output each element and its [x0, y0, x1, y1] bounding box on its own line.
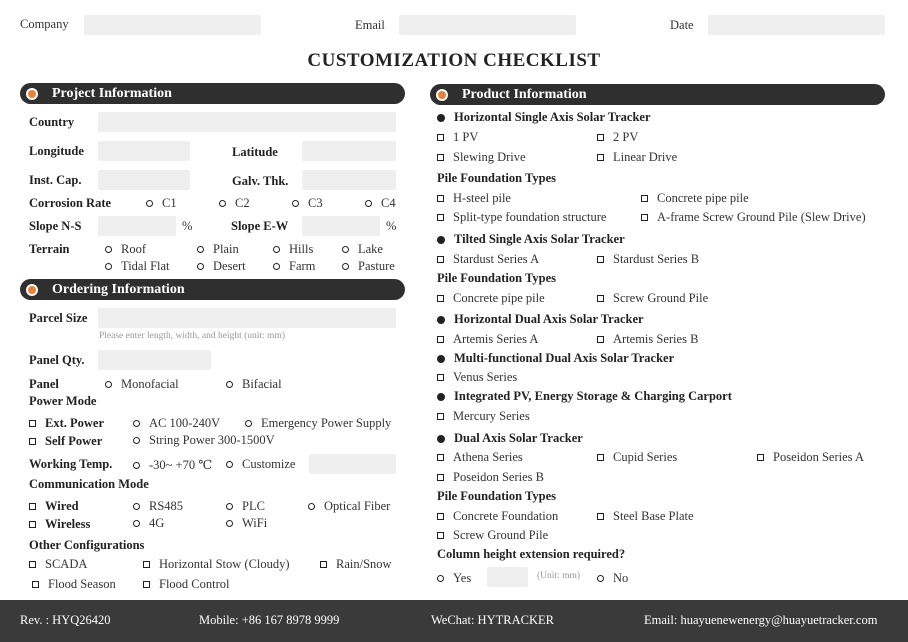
other-config-label: Other Configurations	[29, 538, 145, 552]
footer-mobile: Mobile: +86 167 8978 9999	[199, 613, 340, 627]
footer-email: Email: huayuenewenergy@huayuetracker.com	[644, 613, 878, 627]
bullet-icon	[437, 316, 445, 324]
radio-icon	[197, 263, 204, 270]
radio-icon	[105, 381, 112, 388]
product-info-heading: Product Information	[462, 86, 587, 102]
venus-checkbox[interactable]: Venus Series	[437, 370, 517, 385]
orange-dot-icon	[26, 88, 38, 100]
carport-heading: Integrated PV, Energy Storage & Charging Carport	[437, 389, 732, 404]
radio-icon	[146, 200, 153, 207]
pile-types-heading: Pile Foundation Types	[437, 171, 557, 185]
rs485-option[interactable]: RS485	[133, 499, 183, 514]
panel-qty-label: Panel Qty.	[29, 353, 85, 367]
radio-icon	[245, 420, 252, 427]
radio-icon	[133, 520, 140, 527]
corrosion-option-c3[interactable]: C3	[292, 196, 323, 211]
2pv-checkbox[interactable]: 2 PV	[597, 130, 638, 145]
checkbox-icon	[641, 214, 648, 221]
footer	[0, 600, 908, 642]
checkbox-icon	[597, 295, 604, 302]
radio-icon	[105, 246, 112, 253]
checkbox-icon	[29, 420, 36, 427]
checkbox-icon	[597, 454, 604, 461]
corrosion-rate-label: Corrosion Rate	[29, 196, 112, 210]
terrain-option-hills[interactable]: Hills	[273, 242, 313, 257]
working-temp-label: Working Temp.	[29, 457, 113, 471]
checkbox-icon	[437, 134, 444, 141]
optical-fiber-option[interactable]: Optical Fiber	[308, 499, 390, 514]
terrain-option-pasture[interactable]: Pasture	[342, 259, 395, 274]
checkbox-icon	[320, 561, 327, 568]
footer-wechat: WeChat: HYTRACKER	[431, 613, 554, 627]
terrain-option-farm[interactable]: Farm	[273, 259, 315, 274]
parcel-size-field[interactable]	[98, 308, 396, 328]
steel-base-plate-checkbox[interactable]: Steel Base Plate	[597, 509, 694, 524]
percent-label: %	[182, 219, 193, 233]
radio-icon	[226, 503, 233, 510]
radio-icon	[342, 263, 349, 270]
radio-icon	[133, 503, 140, 510]
mercury-checkbox[interactable]: Mercury Series	[437, 409, 530, 424]
terrain-option-desert[interactable]: Desert	[197, 259, 246, 274]
cupid-checkbox[interactable]: Cupid Series	[597, 450, 677, 465]
corrosion-option-c1[interactable]: C1	[146, 196, 177, 211]
panel-label: Panel	[29, 377, 59, 391]
slope-ns-label: Slope N-S	[29, 219, 82, 233]
country-field[interactable]	[98, 112, 396, 132]
checkbox-icon	[437, 195, 444, 202]
ext-power-checkbox[interactable]: Ext. Power	[29, 416, 104, 431]
terrain-option-tidal-flat[interactable]: Tidal Flat	[105, 259, 170, 274]
hsat-heading: Horizontal Single Axis Solar Tracker	[437, 110, 651, 125]
page-title: CUSTOMIZATION CHECKLIST	[307, 50, 601, 71]
footer-rev: Rev. : HYQ26420	[20, 613, 111, 627]
checkbox-icon	[437, 336, 444, 343]
checkbox-icon	[597, 154, 604, 161]
flood-season-checkbox[interactable]: Flood Season	[32, 577, 116, 592]
checkbox-icon	[143, 581, 150, 588]
terrain-option-lake[interactable]: Lake	[342, 242, 383, 257]
linear-drive-checkbox[interactable]: Linear Drive	[597, 150, 677, 165]
unit-hint: (Unit: mm)	[537, 571, 581, 581]
hdat-heading: Horizontal Dual Axis Solar Tracker	[437, 312, 644, 327]
emergency-option[interactable]: Emergency Power Supply	[245, 416, 391, 431]
ordering-info-header	[20, 279, 405, 300]
checkbox-icon	[437, 374, 444, 381]
bullet-icon	[437, 236, 445, 244]
parcel-hint: Please enter length, width, and height (unit: mm)	[99, 331, 286, 341]
checkbox-icon	[437, 154, 444, 161]
checkbox-icon	[437, 454, 444, 461]
radio-icon	[226, 461, 233, 468]
mdat-heading: Multi-functional Dual Axis Solar Tracker	[437, 351, 674, 366]
inst-cap-label: Inst. Cap.	[29, 173, 82, 187]
power-mode-label: Power Mode	[29, 394, 97, 408]
checkbox-icon	[32, 581, 39, 588]
orange-dot-icon	[436, 89, 448, 101]
percent-label: %	[386, 219, 397, 233]
checkbox-icon	[437, 295, 444, 302]
panel-option-bifacial[interactable]: Bifacial	[226, 377, 282, 392]
terrain-option-plain[interactable]: Plain	[197, 242, 239, 257]
comm-mode-label: Communication Mode	[29, 477, 149, 491]
concrete-pipe-pile-checkbox[interactable]: Concrete pipe pile	[641, 191, 749, 206]
pile-types-heading: Pile Foundation Types	[437, 489, 557, 503]
bullet-icon	[437, 435, 445, 443]
corrosion-option-c2[interactable]: C2	[219, 196, 250, 211]
poseidon-b-checkbox[interactable]: Poseidon Series B	[437, 470, 544, 485]
column-yes-option[interactable]: Yes	[437, 571, 471, 586]
slope-ew-field[interactable]	[302, 216, 380, 236]
flood-control-checkbox[interactable]: Flood Control	[143, 577, 230, 592]
radio-icon	[133, 462, 140, 469]
ordering-info-heading: Ordering Information	[52, 281, 185, 297]
checkbox-icon	[757, 454, 764, 461]
slope-ew-label: Slope E-W	[231, 219, 289, 233]
plc-option[interactable]: PLC	[226, 499, 265, 514]
athena-checkbox[interactable]: Athena Series	[437, 450, 523, 465]
checkbox-icon	[597, 256, 604, 263]
slope-ns-field[interactable]	[98, 216, 176, 236]
screw-ground-pile-checkbox[interactable]: Screw Ground Pile	[437, 528, 548, 543]
checkbox-icon	[29, 503, 36, 510]
artemis-b-checkbox[interactable]: Artemis Series B	[597, 332, 698, 347]
checkbox-icon	[437, 474, 444, 481]
email-label: Email	[355, 18, 385, 32]
checkbox-icon	[641, 195, 648, 202]
horizontal-stow-checkbox[interactable]: Horizontal Stow (Cloudy)	[143, 557, 290, 572]
a-frame-checkbox[interactable]: A-frame Screw Ground Pile (Slew Drive)	[641, 210, 866, 225]
checkbox-icon	[437, 413, 444, 420]
country-label: Country	[29, 115, 75, 129]
latitude-label: Latitude	[232, 145, 278, 159]
customize-option[interactable]: Customize	[226, 457, 295, 472]
h-steel-pile-checkbox[interactable]: H-steel pile	[437, 191, 511, 206]
galv-thk-field[interactable]	[302, 170, 396, 190]
temp-range-option[interactable]: -30~ +70 ℃	[133, 457, 212, 473]
orange-dot-icon	[26, 284, 38, 296]
inst-cap-field[interactable]	[98, 170, 190, 190]
checkbox-icon	[29, 521, 36, 528]
artemis-a-checkbox[interactable]: Artemis Series A	[437, 332, 538, 347]
radio-icon	[226, 381, 233, 388]
checkbox-icon	[597, 513, 604, 520]
checkbox-icon	[29, 438, 36, 445]
checkbox-icon	[29, 561, 36, 568]
bullet-icon	[437, 355, 445, 363]
dat-heading: Dual Axis Solar Tracker	[437, 431, 583, 446]
parcel-size-label: Parcel Size	[29, 311, 88, 325]
company-label: Company	[20, 17, 69, 31]
date-label: Date	[670, 18, 694, 32]
screw-ground-pile-checkbox[interactable]: Screw Ground Pile	[597, 291, 708, 306]
tsat-heading: Tilted Single Axis Solar Tracker	[437, 232, 625, 247]
radio-icon	[597, 575, 604, 582]
radio-icon	[365, 200, 372, 207]
radio-icon	[197, 246, 204, 253]
panel-qty-field[interactable]	[98, 350, 211, 370]
email-field[interactable]	[399, 15, 576, 35]
date-field[interactable]	[708, 15, 885, 35]
radio-icon	[273, 263, 280, 270]
radio-icon	[133, 420, 140, 427]
product-info-header	[430, 84, 885, 105]
wired-checkbox[interactable]: Wired	[29, 499, 79, 514]
rain-snow-checkbox[interactable]: Rain/Snow	[320, 557, 392, 572]
checkbox-icon	[597, 336, 604, 343]
longitude-label: Longitude	[29, 144, 84, 158]
self-power-checkbox[interactable]: Self Power	[29, 434, 102, 449]
checkbox-icon	[437, 214, 444, 221]
column-height-field[interactable]	[487, 567, 528, 587]
stardust-a-checkbox[interactable]: Stardust Series A	[437, 252, 539, 267]
string-power-option[interactable]: String Power 300-1500V	[133, 433, 275, 448]
longitude-field[interactable]	[98, 141, 190, 161]
corrosion-option-c4[interactable]: C4	[365, 196, 396, 211]
radio-icon	[133, 437, 140, 444]
bullet-icon	[437, 114, 445, 122]
column-no-option[interactable]: No	[597, 571, 628, 586]
wifi-option[interactable]: WiFi	[226, 516, 267, 531]
concrete-foundation-checkbox[interactable]: Concrete Foundation	[437, 509, 558, 524]
radio-icon	[226, 520, 233, 527]
radio-icon	[273, 246, 280, 253]
4g-option[interactable]: 4G	[133, 516, 164, 531]
customize-temp-field[interactable]	[309, 454, 396, 474]
checkbox-icon	[437, 256, 444, 263]
slewing-drive-checkbox[interactable]: Slewing Drive	[437, 150, 526, 165]
radio-icon	[342, 246, 349, 253]
radio-icon	[437, 575, 444, 582]
concrete-pipe-pile-checkbox[interactable]: Concrete pipe pile	[437, 291, 545, 306]
project-info-header	[20, 83, 405, 104]
radio-icon	[308, 503, 315, 510]
panel-option-monofacial[interactable]: Monofacial	[105, 377, 179, 392]
checkbox-icon	[437, 532, 444, 539]
radio-icon	[292, 200, 299, 207]
ac-option[interactable]: AC 100-240V	[133, 416, 220, 431]
latitude-field[interactable]	[302, 141, 396, 161]
checkbox-icon	[437, 513, 444, 520]
stardust-b-checkbox[interactable]: Stardust Series B	[597, 252, 699, 267]
wireless-checkbox[interactable]: Wireless	[29, 517, 90, 532]
1pv-checkbox[interactable]: 1 PV	[437, 130, 478, 145]
pile-types-heading: Pile Foundation Types	[437, 271, 557, 285]
terrain-option-roof[interactable]: Roof	[105, 242, 146, 257]
radio-icon	[219, 200, 226, 207]
galv-thk-label: Galv. Thk.	[232, 174, 289, 188]
split-type-checkbox[interactable]: Split-type foundation structure	[437, 210, 606, 225]
poseidon-a-checkbox[interactable]: Poseidon Series A	[757, 450, 864, 465]
bullet-icon	[437, 393, 445, 401]
project-info-heading: Project Information	[52, 85, 172, 101]
column-height-question: Column height extension required?	[437, 547, 626, 561]
scada-checkbox[interactable]: SCADA	[29, 557, 87, 572]
company-field[interactable]	[84, 15, 261, 35]
radio-icon	[105, 263, 112, 270]
checkbox-icon	[143, 561, 150, 568]
terrain-label: Terrain	[29, 242, 70, 256]
checkbox-icon	[597, 134, 604, 141]
